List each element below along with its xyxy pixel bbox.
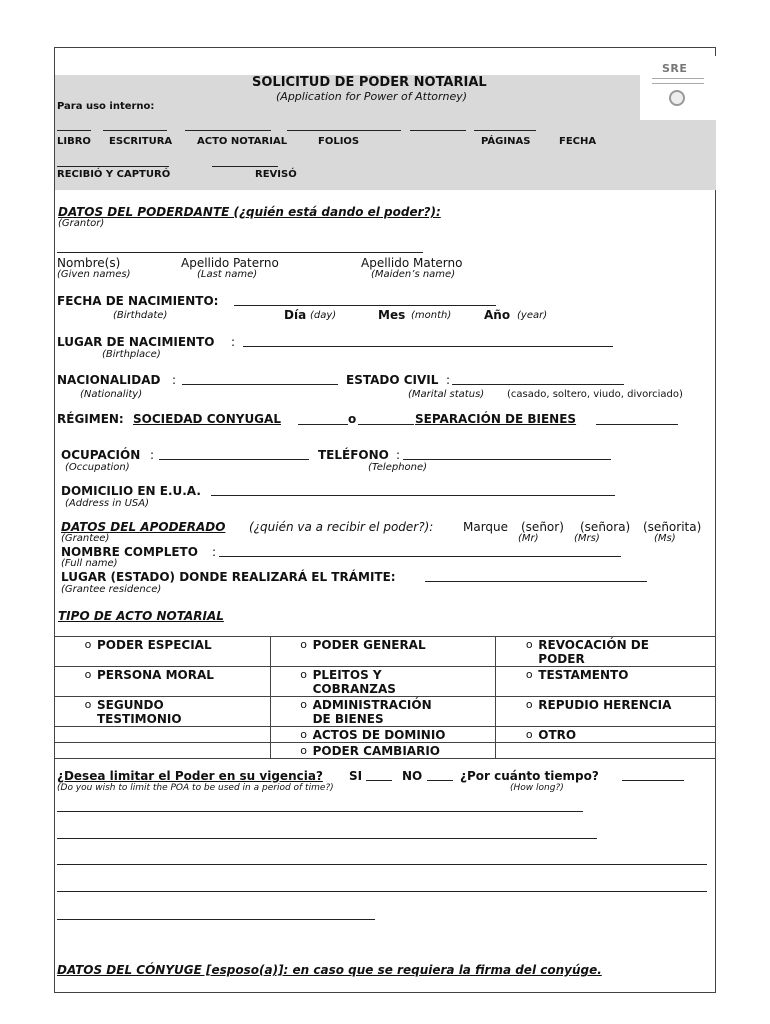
birthdate-en: (Birthdate) — [113, 310, 168, 321]
grantee-heading: DATOS DEL APODERADO — [61, 520, 226, 534]
limit-question-en: (Do you wish to limit the POA to be used in a period of time?) — [57, 783, 334, 793]
fullname-line[interactable] — [219, 556, 621, 557]
option-senor[interactable]: (señor) — [521, 520, 564, 534]
phone-label: TELÉFONO — [318, 448, 389, 462]
occupation-label: OCUPACIÓN — [61, 448, 141, 462]
option-mr-en: (Mr) — [518, 533, 539, 544]
limit-question: ¿Desea limitar el Poder en su vigencia? — [57, 769, 323, 783]
act-revocacion[interactable]: o REVOCACIÓN DE PODER — [496, 637, 715, 666]
year-label: Año — [484, 308, 511, 322]
how-long-en: (How long?) — [510, 783, 564, 793]
act-persona-moral[interactable]: o PERSONA MORAL — [55, 667, 270, 682]
fecha-label: FECHA — [559, 136, 597, 147]
spouse-heading: DATOS DEL CÓNYUGE [esposo(a)]: en caso que se requiera la firma del conyúge. — [57, 963, 602, 977]
month-label: Mes — [378, 308, 406, 322]
act-poder-cambiario[interactable]: o PODER CAMBIARIO — [271, 743, 496, 758]
fullname-label: NOMBRE COMPLETO — [61, 545, 198, 559]
limit-yes-line[interactable] — [366, 780, 392, 781]
notes-line-3[interactable] — [57, 864, 707, 865]
phone-colon: : — [396, 448, 401, 462]
marital-label: ESTADO CIVIL — [346, 373, 439, 387]
last-name-en: (Last name) — [197, 269, 258, 280]
residence-line[interactable] — [425, 581, 647, 582]
notes-line-4[interactable] — [57, 891, 707, 892]
residence-en: (Grantee residence) — [61, 584, 162, 595]
radio-icon: o — [84, 638, 92, 651]
seal-icon — [669, 90, 685, 106]
phone-en: (Telephone) — [368, 462, 428, 473]
notes-line-5[interactable] — [57, 919, 375, 920]
address-en: (Address in USA) — [65, 498, 150, 509]
birthplace-line[interactable] — [243, 346, 613, 347]
recibio-line[interactable] — [57, 166, 169, 167]
logo-subtitle-lines — [652, 78, 704, 84]
sre-logo — [640, 56, 716, 120]
folios-label: FOLIOS — [318, 136, 360, 147]
marital-options: (casado, soltero, viudo, divorciado) — [507, 389, 683, 400]
grantor-name-line[interactable] — [57, 252, 423, 253]
regime-or: o — [348, 412, 357, 426]
regime-option-conyugal[interactable]: SOCIEDAD CONYUGAL — [133, 412, 281, 426]
radio-icon: o — [525, 698, 533, 711]
nationality-line[interactable] — [182, 384, 338, 385]
escritura-line[interactable] — [103, 130, 167, 131]
limit-no-line[interactable] — [427, 780, 453, 781]
notes-line-1[interactable] — [57, 811, 583, 812]
nationality-label: NACIONALIDAD — [57, 373, 161, 387]
radio-icon: o — [300, 744, 307, 757]
paginas-label: PÁGINAS — [481, 136, 531, 147]
birthplace-colon: : — [231, 335, 236, 349]
birthdate-line[interactable] — [234, 305, 496, 306]
how-long-line[interactable] — [622, 780, 684, 781]
address-line[interactable] — [211, 495, 615, 496]
option-ms-en: (Ms) — [654, 533, 676, 544]
grantor-heading: DATOS DEL PODERDANTE (¿quién está dando el poder?): — [58, 205, 441, 219]
folios-line[interactable] — [287, 130, 401, 131]
act-pleitos[interactable]: o PLEITOS Y COBRANZAS — [271, 667, 496, 696]
mark-label: Marque — [463, 520, 509, 534]
option-mrs-en: (Mrs) — [574, 533, 600, 544]
radio-icon: o — [525, 668, 533, 681]
fecha-line[interactable] — [474, 130, 536, 131]
grantee-heading-en: (Grantee) — [61, 533, 110, 544]
act-actos-dominio[interactable]: o ACTOS DE DOMINIO — [271, 727, 496, 742]
radio-icon: o — [300, 668, 307, 681]
acto-notarial-line[interactable] — [185, 130, 271, 131]
given-names-en: (Given names) — [57, 269, 131, 280]
grantee-question: (¿quién va a recibir el poder?): — [249, 520, 434, 534]
libro-label: LIBRO — [57, 136, 91, 147]
birthplace-en: (Birthplace) — [102, 349, 161, 360]
occupation-en: (Occupation) — [65, 462, 130, 473]
reviso-line[interactable] — [212, 166, 278, 167]
act-otro[interactable]: o OTRO — [496, 727, 715, 742]
reviso-label: REVISÓ — [255, 169, 297, 180]
option-senorita[interactable]: (señorita) — [643, 520, 702, 534]
limit-no-label: NO — [402, 769, 423, 783]
acts-row — [55, 697, 716, 727]
grantor-heading-en: (Grantor) — [58, 218, 105, 229]
fullname-colon: : — [212, 545, 217, 559]
form-subtitle: (Application for Power of Attorney) — [276, 90, 468, 103]
birthplace-label: LUGAR DE NACIMIENTO — [57, 335, 215, 349]
occupation-line[interactable] — [159, 459, 309, 460]
maiden-name-label: Apellido Materno — [361, 256, 463, 270]
acts-row — [55, 667, 716, 697]
radio-icon: o — [525, 728, 533, 741]
day-en: (day) — [310, 310, 337, 321]
regime-label: RÉGIMEN: — [57, 412, 124, 426]
sre-logo-text: SRE — [662, 62, 688, 75]
year-en: (year) — [517, 310, 548, 321]
regime-blank-1[interactable] — [298, 424, 348, 425]
radio-icon: o — [300, 698, 307, 711]
how-long-label: ¿Por cuánto tiempo? — [460, 769, 599, 783]
occupation-colon: : — [150, 448, 155, 462]
act-segundo-testimonio[interactable]: o SEGUNDO TESTIMONIO — [55, 697, 270, 726]
month-en: (month) — [411, 310, 452, 321]
marital-line[interactable] — [452, 384, 624, 385]
radio-icon: o — [525, 638, 533, 651]
libro-line[interactable] — [57, 130, 91, 131]
last-name-label: Apellido Paterno — [181, 256, 279, 270]
regime-blank-3[interactable] — [596, 424, 678, 425]
marital-colon: : — [446, 373, 451, 387]
act-poder-especial[interactable]: o PODER ESPECIAL — [55, 637, 270, 652]
paginas-line[interactable] — [410, 130, 466, 131]
act-administracion[interactable]: o ADMINISTRACIÓN DE BIENES — [271, 697, 496, 726]
regime-option-separacion[interactable]: SEPARACIÓN DE BIENES — [415, 412, 577, 426]
radio-icon: o — [84, 668, 92, 681]
birthdate-label: FECHA DE NACIMIENTO: — [57, 294, 219, 308]
recibio-label: RECIBIÓ Y CAPTURÓ — [57, 169, 171, 180]
option-senora[interactable]: (señora) — [580, 520, 631, 534]
escritura-label: ESCRITURA — [109, 136, 173, 147]
act-testamento[interactable]: o TESTAMENTO — [496, 667, 715, 682]
act-poder-general[interactable]: o PODER GENERAL — [271, 637, 496, 652]
radio-icon: o — [300, 638, 307, 651]
acts-row — [55, 637, 716, 667]
maiden-name-en: (Maiden’s name) — [371, 269, 456, 280]
act-repudio[interactable]: o REPUDIO HERENCIA — [496, 697, 715, 712]
nationality-colon: : — [172, 373, 177, 387]
day-label: Día — [284, 308, 307, 322]
marital-en: (Marital status) — [408, 389, 485, 400]
limit-yes-label: SI — [349, 769, 363, 783]
regime-blank-2[interactable] — [358, 424, 414, 425]
radio-icon: o — [300, 728, 307, 741]
phone-line[interactable] — [403, 459, 611, 460]
nationality-en: (Nationality) — [80, 389, 143, 400]
internal-use-label: Para uso interno: — [57, 101, 155, 112]
fullname-en: (Full name) — [61, 558, 118, 569]
acts-heading: TIPO DE ACTO NOTARIAL — [58, 609, 224, 623]
radio-icon: o — [84, 698, 92, 711]
address-label: DOMICILIO EN E.U.A. — [61, 484, 201, 498]
acts-row — [55, 727, 716, 743]
acts-table — [54, 636, 716, 759]
residence-label: LUGAR (ESTADO) DONDE REALIZARÁ EL TRÁMITE: — [61, 570, 396, 584]
given-names-label: Nombre(s) — [57, 256, 121, 270]
form-title: SOLICITUD DE PODER NOTARIAL — [252, 75, 487, 90]
acts-row — [55, 743, 716, 759]
acto-notarial-label: ACTO NOTARIAL — [197, 136, 288, 147]
notes-line-2[interactable] — [57, 838, 597, 839]
